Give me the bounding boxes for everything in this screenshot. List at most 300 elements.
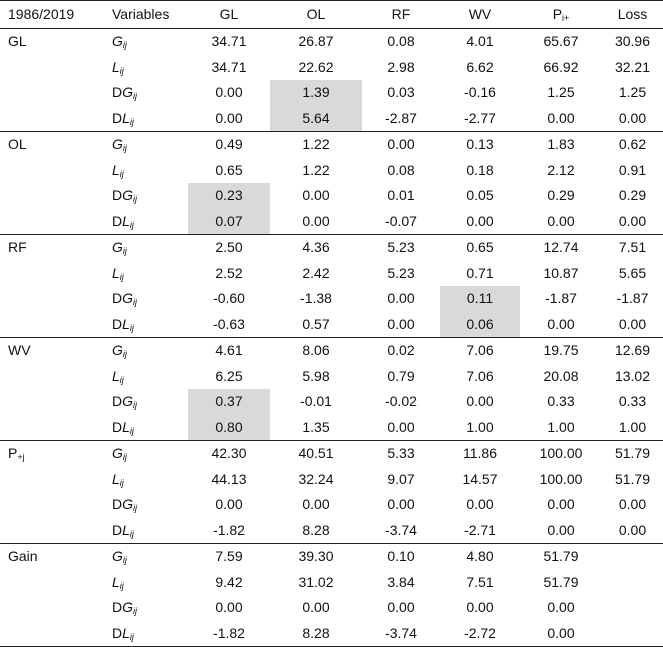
variable-subscript: ij [133, 194, 138, 204]
variable-subscript: ij [133, 91, 138, 101]
table-row [0, 261, 663, 287]
table-cell: 0.05 [466, 187, 494, 203]
variable-subscript: ij [129, 322, 134, 333]
table-cell: 2.50 [215, 239, 243, 255]
variable-label [98, 544, 188, 570]
group-label [0, 235, 98, 261]
group-label [0, 209, 98, 235]
variable-symbol: G [112, 33, 123, 49]
variable-label [98, 415, 188, 441]
table-cell: 7.06 [466, 342, 494, 358]
variable-prefix: D [112, 109, 123, 126]
variable-subscript: ij [119, 477, 124, 488]
table-row [0, 570, 663, 596]
group-label [0, 389, 98, 415]
variable-label [98, 132, 188, 158]
table-cell: 8.28 [270, 518, 362, 544]
table-cell: 5.65 [618, 264, 647, 281]
table-cell: 1.25 [618, 84, 647, 100]
table-cell: 100.00 [539, 445, 583, 461]
header-variables: Variables [98, 1, 188, 29]
table-cell: 7.06 [466, 367, 494, 384]
table-cell: 0.65 [215, 161, 243, 178]
variable-symbol: G [112, 342, 123, 358]
table-cell: 0.00 [440, 209, 520, 235]
table-cell: 0.65 [466, 239, 494, 255]
variable-subscript: ij [129, 631, 134, 642]
variable-symbol: G [112, 136, 123, 152]
group-label-text: Gain [8, 548, 38, 564]
group-label [0, 55, 98, 81]
group-label-text: WV [8, 342, 31, 358]
variable-subscript: ij [133, 503, 138, 513]
table-row [0, 183, 663, 209]
table-cell: 0.29 [547, 187, 575, 203]
table-cell: 8.28 [270, 621, 362, 647]
table-cell: 32.21 [614, 58, 651, 75]
table-cell: 0.00 [215, 84, 243, 100]
variable-symbol: G [112, 239, 123, 255]
table-cell: 0.00 [302, 187, 330, 203]
table-cell: 66.92 [543, 58, 579, 75]
variable-prefix: D [112, 418, 123, 435]
table-row [0, 106, 663, 132]
group-label [0, 518, 98, 544]
variable-subscript: ij [133, 606, 138, 616]
variable-subscript: ij [122, 40, 127, 50]
table-cell: 0.13 [466, 136, 494, 152]
variable-subscript: ij [119, 271, 124, 282]
variable-symbol: G [122, 290, 134, 306]
table-cell: -2.87 [362, 106, 440, 132]
table-cell: 51.79 [543, 548, 579, 564]
group-label-text: OL [8, 136, 27, 152]
table-cell: 1.22 [302, 136, 330, 152]
table-cell: 0.80 [188, 415, 270, 441]
table-cell: -0.16 [464, 84, 496, 100]
variable-label [98, 364, 188, 390]
table-cell: 5.64 [270, 106, 362, 132]
table-cell: 0.62 [618, 136, 647, 152]
variable-label [98, 441, 188, 467]
table-cell: 0.49 [215, 136, 243, 152]
variable-symbol: L [112, 470, 120, 487]
table-cell: 5.98 [302, 367, 330, 384]
group-label-text: GL [8, 33, 27, 49]
header-wv: WV [440, 1, 520, 29]
table-cell: 2.12 [547, 161, 575, 178]
table-cell: 4.01 [466, 33, 494, 49]
table-cell: 2.42 [302, 264, 330, 281]
group-label [0, 492, 98, 518]
header-row [0, 1, 663, 29]
table-cell: 0.00 [466, 599, 494, 615]
table-cell: 0.18 [466, 161, 494, 178]
table-row [0, 55, 663, 81]
table-cell: 0.00 [602, 518, 663, 544]
table-cell: -2.72 [440, 621, 520, 647]
variable-subscript: ij [119, 580, 124, 591]
variable-prefix: D [112, 187, 123, 203]
header-pi [520, 1, 602, 29]
variable-prefix: D [112, 496, 123, 512]
table-cell: 9.07 [387, 470, 415, 487]
table-cell: 51.79 [614, 470, 651, 487]
table-row [0, 312, 663, 338]
table-cell: 1.83 [547, 136, 575, 152]
table-row [0, 158, 663, 184]
table-row [0, 441, 663, 467]
variable-symbol: L [122, 315, 130, 332]
table-cell [602, 595, 663, 621]
table-cell: -2.71 [440, 518, 520, 544]
table-cell: 0.00 [188, 106, 270, 132]
variable-prefix: D [112, 393, 123, 409]
group-label [0, 106, 98, 132]
table-cell: 9.42 [215, 573, 243, 590]
table-cell: -0.02 [385, 393, 417, 409]
table-cell: 0.00 [362, 415, 440, 441]
table-cell: 26.87 [298, 33, 334, 49]
table-cell: 0.10 [387, 548, 415, 564]
variable-symbol: L [122, 109, 130, 126]
table-row [0, 415, 663, 441]
row-group [0, 132, 663, 235]
variable-label [98, 467, 188, 493]
table-row [0, 492, 663, 518]
variable-symbol: L [122, 624, 130, 641]
header-gl: GL [188, 1, 270, 29]
table-cell [602, 570, 663, 596]
variable-label [98, 621, 188, 647]
table-cell: 100.00 [539, 470, 583, 487]
table-cell: 0.37 [188, 389, 270, 415]
variable-subscript: ij [119, 168, 124, 179]
table-cell: 0.00 [520, 518, 602, 544]
table-cell: 5.23 [387, 264, 415, 281]
table-cell: 0.33 [618, 393, 647, 409]
table-cell: 34.71 [211, 33, 247, 49]
variable-subscript: ij [133, 400, 138, 410]
group-label [0, 415, 98, 441]
table-cell: 0.00 [520, 312, 602, 338]
table-cell: 11.86 [463, 445, 497, 461]
table-cell: 0.00 [520, 209, 602, 235]
group-label [0, 570, 98, 596]
row-group [0, 441, 663, 544]
table-row [0, 132, 663, 158]
variable-subscript: ij [119, 374, 124, 385]
table-cell: 65.67 [543, 33, 579, 49]
table-cell: 0.00 [466, 496, 494, 512]
table-cell: 0.29 [618, 187, 647, 203]
table-cell: 1.22 [302, 161, 330, 178]
table-row [0, 29, 663, 55]
variable-symbol: L [112, 573, 120, 590]
table-cell: 3.84 [387, 573, 415, 590]
table-cell: 10.87 [543, 264, 579, 281]
table-cell: 19.75 [543, 342, 579, 358]
table-cell: 22.62 [298, 58, 334, 75]
table-cell: 13.02 [614, 367, 651, 384]
table-cell [602, 621, 663, 647]
table-row [0, 209, 663, 235]
table-cell: 0.00 [302, 496, 330, 512]
variable-symbol: L [122, 521, 130, 538]
table-cell: 0.00 [387, 496, 415, 512]
table-cell: 20.08 [543, 367, 579, 384]
table-cell: 0.00 [602, 106, 663, 132]
table-cell: 8.06 [302, 342, 330, 358]
variable-subscript: ij [122, 143, 127, 153]
variable-label [98, 106, 188, 132]
table-cell: 2.98 [387, 58, 415, 75]
table-cell: 0.00 [547, 496, 575, 512]
table-cell: 0.00 [215, 599, 243, 615]
table-cell: 0.01 [387, 187, 415, 203]
table-cell: 0.00 [362, 312, 440, 338]
table-cell: 4.80 [466, 548, 494, 564]
table-cell: 51.79 [543, 573, 579, 590]
table-cell: 0.02 [387, 342, 415, 358]
variable-subscript: ij [129, 219, 134, 230]
table-cell: 42.30 [211, 445, 247, 461]
header-rf: RF [362, 1, 440, 29]
variable-subscript: ij [122, 555, 127, 565]
header-ol: OL [270, 1, 362, 29]
variable-subscript: ij [119, 65, 124, 76]
variable-label [98, 518, 188, 544]
variable-label [98, 570, 188, 596]
table-cell: 0.00 [547, 599, 575, 615]
table-cell: 1.39 [270, 80, 362, 106]
group-label [0, 441, 98, 467]
table-row [0, 621, 663, 647]
table-row [0, 544, 663, 570]
variable-subscript: ij [133, 297, 138, 307]
table-cell: 0.00 [387, 290, 415, 306]
table-cell: 12.69 [614, 342, 651, 358]
variable-label [98, 338, 188, 364]
table-cell: 7.51 [618, 239, 647, 255]
table-cell: 6.62 [466, 58, 494, 75]
group-label [0, 29, 98, 55]
table-cell: -2.77 [440, 106, 520, 132]
table-row [0, 286, 663, 312]
table-cell: 0.00 [520, 106, 602, 132]
group-label [0, 544, 98, 570]
table-cell: 0.08 [387, 161, 415, 178]
variable-label [98, 183, 188, 209]
table-cell: 0.91 [618, 161, 647, 178]
table-cell: 0.00 [302, 599, 330, 615]
table-cell: 40.51 [298, 445, 334, 461]
group-label [0, 312, 98, 338]
group-label [0, 467, 98, 493]
group-label [0, 261, 98, 287]
table-row [0, 389, 663, 415]
variable-label [98, 286, 188, 312]
row-group [0, 29, 663, 132]
table-cell: 1.00 [602, 415, 663, 441]
header-loss: Loss [602, 1, 663, 29]
variable-symbol: G [112, 445, 123, 461]
variable-label [98, 158, 188, 184]
variable-symbol: L [112, 58, 120, 75]
variable-symbol: L [122, 212, 130, 229]
variable-symbol: G [122, 599, 134, 615]
variable-label [98, 55, 188, 81]
group-label [0, 183, 98, 209]
variable-label [98, 312, 188, 338]
group-label-text: RF [8, 239, 27, 255]
variable-label [98, 261, 188, 287]
table-cell: -1.82 [188, 518, 270, 544]
variable-label [98, 209, 188, 235]
group-label [0, 132, 98, 158]
table-cell: 31.02 [298, 573, 334, 590]
variable-label [98, 595, 188, 621]
table-cell: 39.30 [298, 548, 334, 564]
table-cell: 0.06 [440, 312, 520, 338]
table-cell: 4.61 [215, 342, 243, 358]
table-row [0, 364, 663, 390]
variable-prefix: D [112, 521, 123, 538]
table-header [0, 1, 663, 29]
variable-prefix: D [112, 212, 123, 229]
variable-prefix: D [112, 624, 123, 641]
variable-symbol: G [112, 548, 123, 564]
group-label [0, 338, 98, 364]
table-cell: 12.74 [543, 239, 579, 255]
variable-symbol: G [122, 187, 134, 203]
variable-prefix: D [112, 84, 123, 100]
table-cell: -3.74 [362, 621, 440, 647]
table-cell: 0.00 [520, 621, 602, 647]
table-cell: 0.00 [387, 136, 415, 152]
row-group [0, 544, 663, 647]
table-cell: 1.25 [547, 84, 575, 100]
table-cell: 5.33 [387, 445, 415, 461]
group-label [0, 595, 98, 621]
variable-prefix: D [112, 290, 123, 306]
group-label [0, 286, 98, 312]
group-label-text: P [8, 445, 18, 461]
variable-symbol: L [112, 264, 120, 281]
variable-prefix: D [112, 315, 123, 332]
table-cell: 7.59 [215, 548, 243, 564]
variable-subscript: ij [122, 349, 127, 359]
variable-symbol: L [112, 161, 120, 178]
table-cell: 0.00 [618, 496, 647, 512]
table-cell: 5.23 [387, 239, 415, 255]
table-cell: 34.71 [211, 58, 247, 75]
table-cell: 0.00 [602, 312, 663, 338]
table-cell: -1.87 [545, 290, 577, 306]
row-group [0, 338, 663, 441]
table-cell: 0.00 [387, 599, 415, 615]
variable-subscript: ij [129, 425, 134, 436]
group-label [0, 364, 98, 390]
table-cell: -1.87 [616, 290, 649, 306]
table-cell: 0.03 [387, 84, 415, 100]
table-cell: 14.57 [462, 470, 498, 487]
table-cell: 51.79 [614, 445, 651, 461]
variable-label [98, 492, 188, 518]
variable-label [98, 29, 188, 55]
table-cell: 30.96 [614, 33, 651, 49]
table-row [0, 80, 663, 106]
table-row [0, 595, 663, 621]
table-cell: -1.38 [300, 290, 332, 306]
variable-symbol: G [122, 496, 134, 512]
table-cell: 2.52 [215, 264, 243, 281]
table-cell: 0.71 [466, 264, 494, 281]
table-cell: 4.36 [302, 239, 330, 255]
table-cell: 0.11 [440, 286, 520, 312]
table-cell: 7.51 [466, 573, 494, 590]
variable-subscript: ij [129, 116, 134, 127]
table-cell: 0.33 [547, 393, 575, 409]
table-cell: -1.82 [188, 621, 270, 647]
group-label [0, 80, 98, 106]
group-label [0, 621, 98, 647]
variable-symbol: G [122, 84, 134, 100]
table-cell: -0.01 [300, 393, 332, 409]
table-cell [602, 544, 663, 570]
table-row [0, 518, 663, 544]
table-cell: 6.25 [215, 367, 243, 384]
table-cell: 0.57 [270, 312, 362, 338]
table-cell: 32.24 [298, 470, 334, 487]
table-cell: 0.00 [602, 209, 663, 235]
row-group [0, 235, 663, 338]
table-cell: 0.07 [188, 209, 270, 235]
table-cell: 0.00 [466, 393, 494, 409]
table-cell: 0.23 [188, 183, 270, 209]
variable-subscript: ij [122, 452, 127, 462]
variable-label [98, 235, 188, 261]
table-row [0, 467, 663, 493]
variable-label [98, 80, 188, 106]
table-cell: 0.00 [215, 496, 243, 512]
variable-subscript: ij [122, 246, 127, 256]
variable-symbol: L [122, 418, 130, 435]
table-row [0, 338, 663, 364]
table-cell: 0.79 [387, 367, 415, 384]
table-cell: -0.60 [213, 290, 245, 306]
table-row [0, 235, 663, 261]
table-cell: -0.63 [188, 312, 270, 338]
table-cell: 0.08 [387, 33, 415, 49]
table-cell: 1.00 [440, 415, 520, 441]
table-cell: -3.74 [362, 518, 440, 544]
table-cell: 1.00 [520, 415, 602, 441]
variable-prefix: D [112, 599, 123, 615]
header-period: 1986/2019 [0, 1, 98, 29]
table-cell: 1.35 [270, 415, 362, 441]
table-cell: -0.07 [362, 209, 440, 235]
group-label [0, 158, 98, 184]
header-pi-subscript: i+ [562, 13, 570, 23]
group-label-subscript: +j [17, 452, 25, 462]
variable-label [98, 389, 188, 415]
table-cell: 0.00 [270, 209, 362, 235]
table-cell: 44.13 [211, 470, 247, 487]
header-pi-label: P [552, 6, 563, 22]
variable-subscript: ij [129, 528, 134, 539]
variable-symbol: L [112, 367, 120, 384]
